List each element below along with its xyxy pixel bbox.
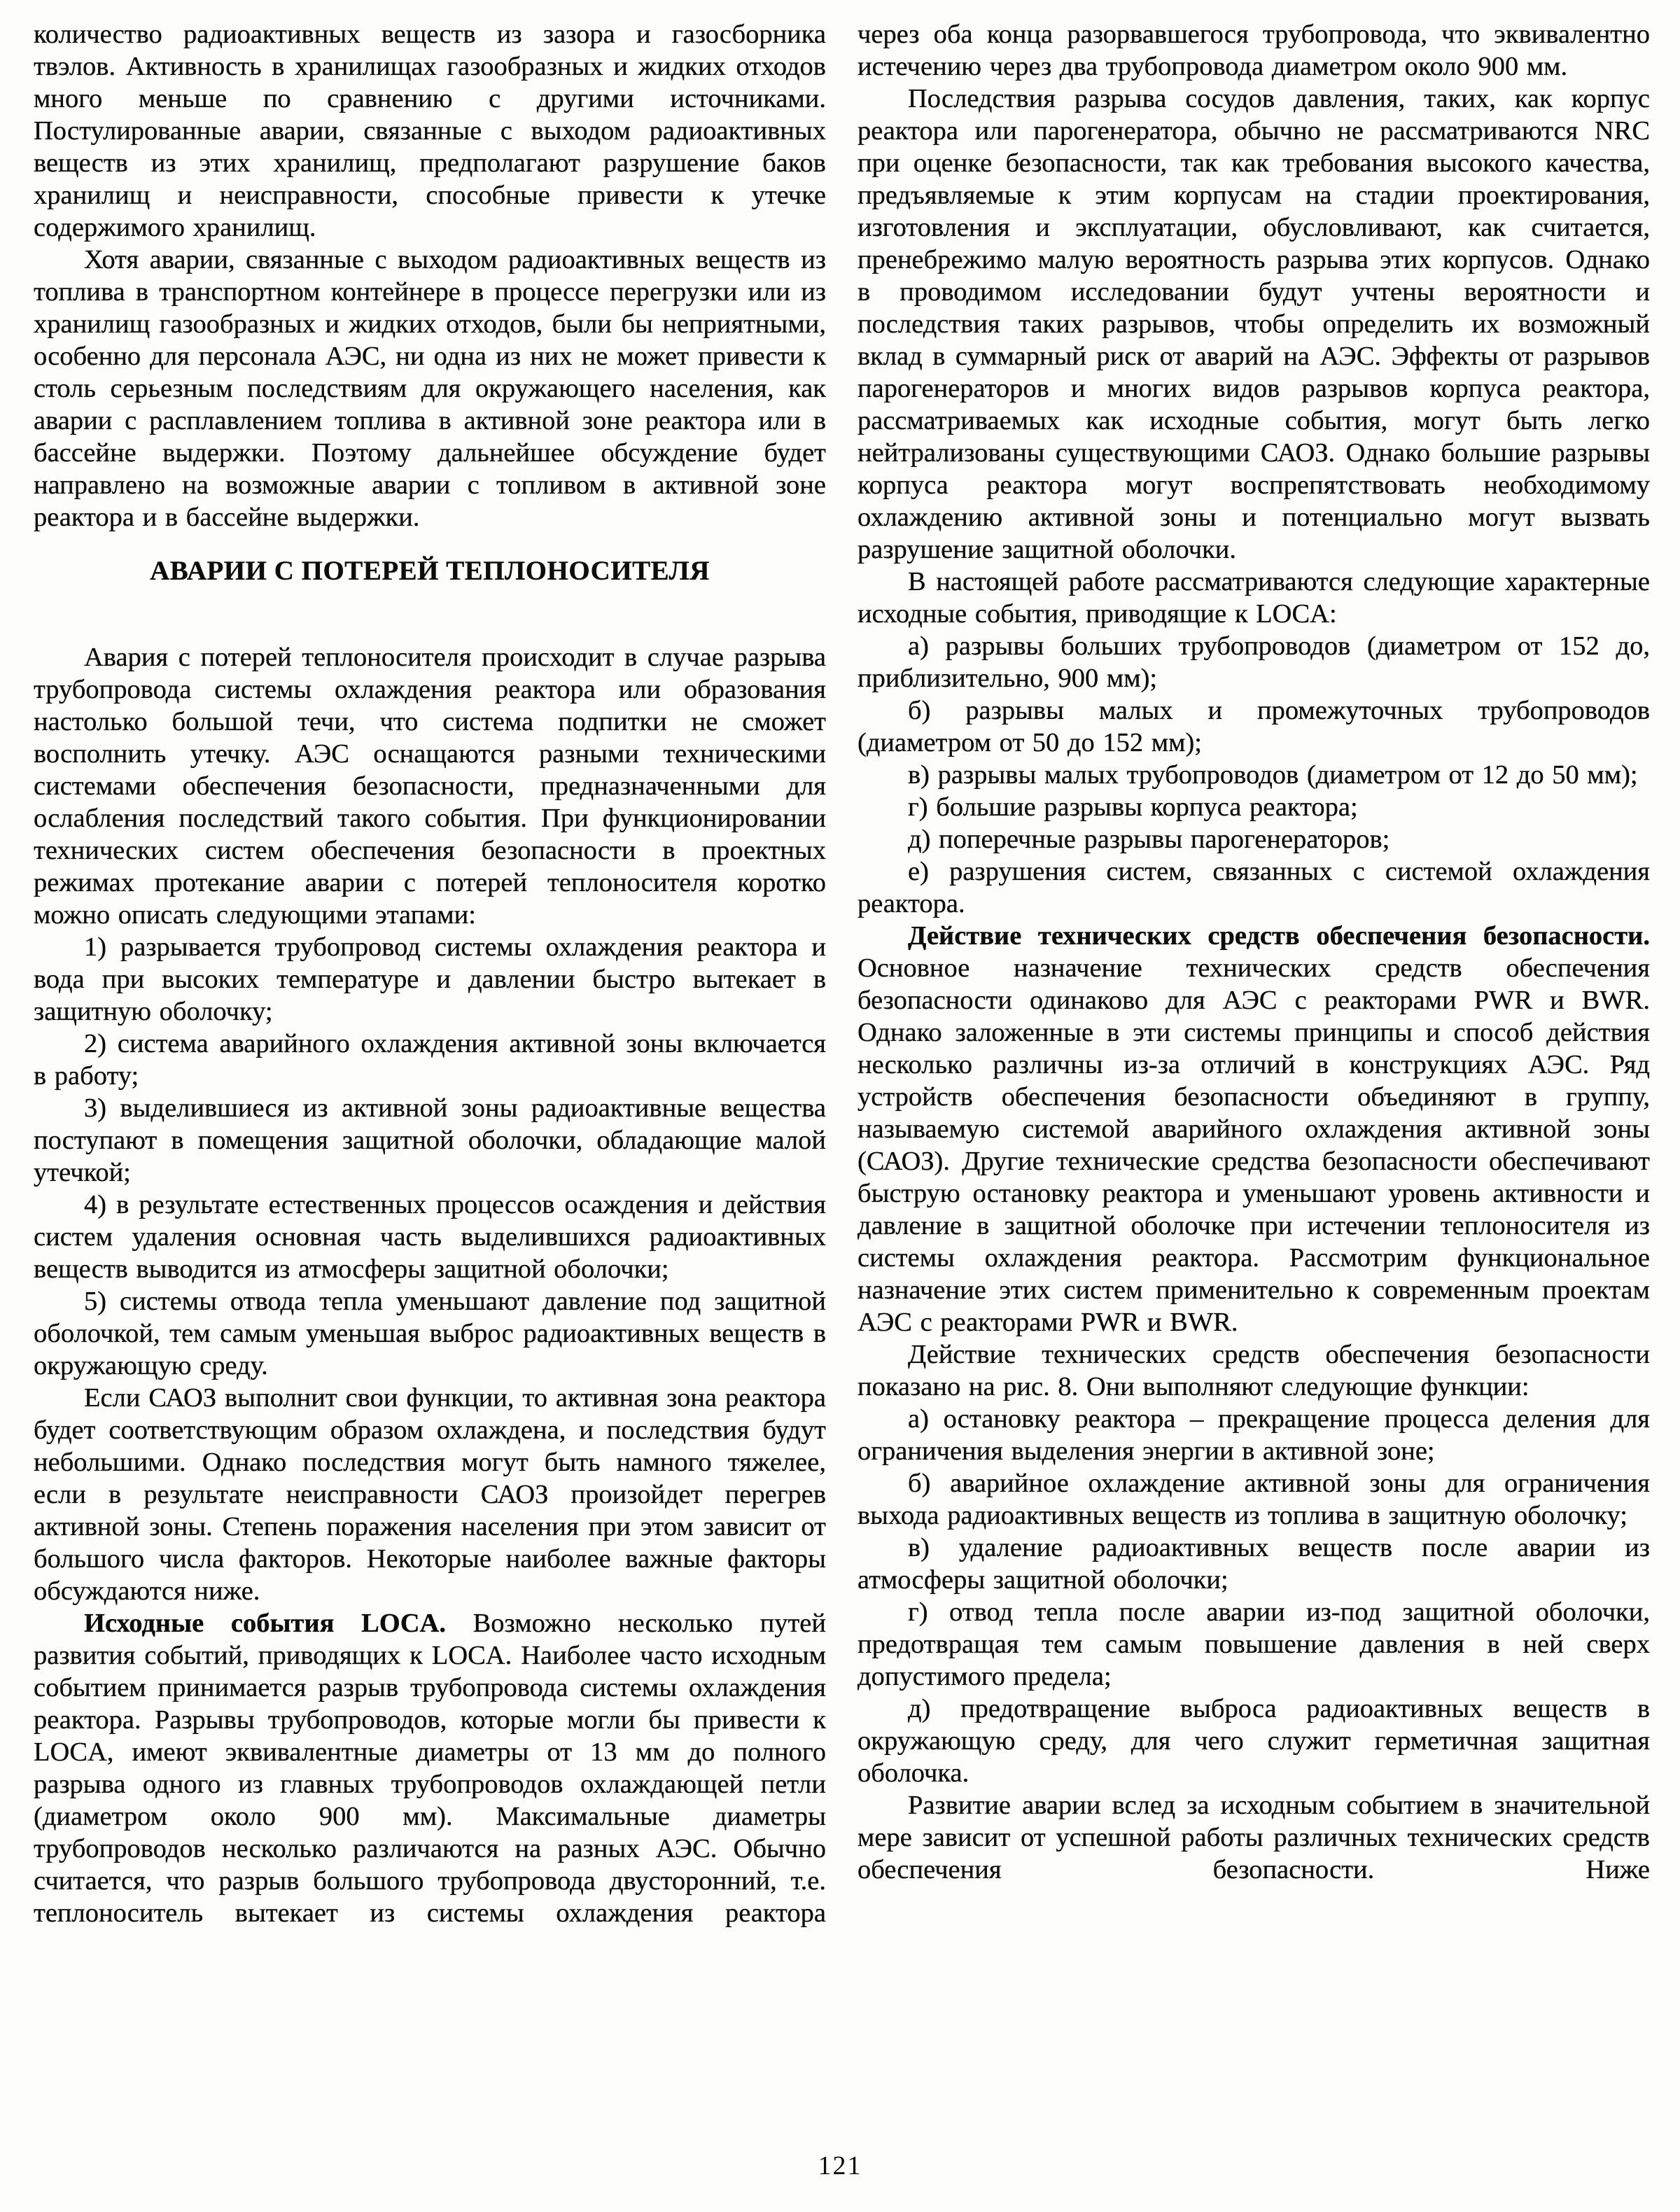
text-columns <box>34 18 1650 1929</box>
paragraph: 3) выделившиеся из активной зоны радиоактивные вещества поступают в помещения защитной оболочки, обладающие малой утечкой; <box>34 1093 826 1187</box>
paragraph: Действие технических средств обеспечения безопасности. Основное назначение технических средств обеспечения безопасности одинаково для АЭС с реакторами PWR и BWR. Однако заложенные в эти системы принципы и способ действия несколько различны из-за отличий в конструкциях АЭС. Ряд устройств обеспечения безопасности объединяют в группу, называемую системой аварийного охлаждения активной зоны (САОЗ). Другие технические средства безопасности обеспечивают быструю остановку реактора и уменьшают уровень активности и давление в защитной оболочке при истечении теплоносителя из системы охлаждения реактора. Рассмотрим функциональное назначение этих систем применительно к современным проектам АЭС с реакторами PWR и BWR. <box>858 921 1650 1337</box>
paragraph: В настоящей работе рассматриваются следующие характерные исходные события, приводящие к LOCA: <box>858 567 1650 629</box>
paragraph: в) разрывы малых трубопроводов (диаметром от 12 до 50 мм); <box>908 760 1638 790</box>
paragraph: Действие технических средств обеспечения безопасности показано на рис. 8. Они выполняют следующие функции: <box>858 1340 1650 1401</box>
paragraph: 4) в результате естественных процессов осаждения и действия систем удаления основная часть выделившихся радиоактивных веществ выводится из атмосферы защитной оболочки; <box>34 1190 826 1284</box>
paragraph-lead: Действие технических средств обеспечения безопасности. <box>908 921 1650 951</box>
paragraph: а) остановку реактора – прекращение процесса деления для ограничения выделения энергии в активной зоне; <box>858 1404 1650 1466</box>
paragraph: Если САОЗ выполнит свои функции, то активная зона реактора будет соответствующим образом охлаждена, и последствия будут небольшими. Однако последствия могут быть намного тяжелее, если в результате неисправности САОЗ произойдет перегрев активной зоны. Степень поражения населения при этом зависит от большого числа факторов. Некоторые наиболее важные факторы обсуждаются ниже. <box>34 1383 826 1606</box>
paragraph: 1) разрывается трубопровод системы охлаждения реактора и вода при высоких температуре и давлении быстро вытекает в защитную оболочку; <box>34 932 826 1026</box>
paragraph: а) разрывы больших трубопроводов (диаметром от 152 до, приблизительно, 900 мм); <box>858 631 1650 693</box>
paragraph: г) отвод тепла после аварии из-под защитной оболочки, предотвращая тем самым повышение давления в ней сверх допустимого предела; <box>858 1597 1650 1691</box>
paragraph: 5) системы отвода тепла уменьшают давление под защитной оболочкой, тем самым уменьшая выброс радиоактивных веществ в окружающую среду. <box>34 1287 826 1380</box>
paragraph: через оба конца разорвавшегося трубопровода, что эквивалентно истечению через два трубопровода диаметром около 900 мм. <box>858 20 1650 81</box>
paragraph: количество радиоактивных веществ из зазора и газосборника твэлов. Активность в хранилищах газообразных и жидких отходов много меньше по сравнению с другими источниками. Постулированные аварии, связанные с выходом радиоактивных веществ из этих хранилищ, предполагают разрушение баков хранилищ и неисправности, способные привести к утечке содержимого хранилищ. <box>34 20 826 242</box>
paragraph: Хотя аварии, связанные с выходом радиоактивных веществ из топлива в транспортном контейнере в процессе перегрузки или из хранилищ газообразных и жидких отходов, были бы неприятными, особенно для персонала АЭС, ни одна из них не может привести к столь серьезным последствиям для окружающего населения, как аварии с расплавлением топлива в активной зоне реактора или в бассейне выдержки. Поэтому дальнейшее обсуждение будет направлено на возможные аварии с топливом в активной зоне реактора и в бассейне выдержки. <box>34 245 826 532</box>
paragraph: Авария с потерей теплоносителя происходит в случае разрыва трубопровода системы охлаждения реактора или образования настолько большой течи, что система подпитки не сможет восполнить утечку. АЭС оснащаются разными техническими системами обеспечения безопасности, предназначенными для ослабления последствий такого события. При функционировании технических систем обеспечения безопасности в проектных режимах протекание аварии с потерей теплоносителя коротко можно описать следующими этапами: <box>34 643 826 930</box>
paragraph: Развитие аварии вслед за исходным событием в значительной мере зависит от успешной работы различных технических средств обеспечения безопасности. Ниже <box>858 1791 1650 1884</box>
section-heading: АВАРИИ С ПОТЕРЕЙ ТЕПЛОНОСИТЕЛЯ <box>150 556 710 586</box>
paragraph: Последствия разрыва сосудов давления, таких, как корпус реактора или парогенератора, обычно не рассматриваются NRC при оценке безопасности, так как требования высокого качества, предъявляемые к этим корпусам на стадии проектирования, изготовления и эксплуатации, обусловливают, как считается, пренебрежимо малую вероятность разрыва этих корпусов. Однако в проводимом исследовании будут учтены вероятности и последствия таких разрывов, чтобы определить их возможный вклад в суммарный риск от аварий на АЭС. Эффекты от разрывов парогенераторов и многих видов разрывов корпуса реактора, рассматриваемых как исходные события, могут быть легко нейтрализованы существующими САОЗ. Однако большие разрывы корпуса реактора могут воспрепятствовать необходимому охлаждению активной зоны и потенциально могут вызвать разрушение защитной оболочки. <box>858 84 1650 564</box>
paragraph: д) предотвращение выброса радиоактивных веществ в окружающую среду, для чего служит герметичная защитная оболочка. <box>858 1694 1650 1788</box>
paragraph: б) разрывы малых и промежуточных трубопроводов (диаметром от 50 до 152 мм); <box>858 696 1650 757</box>
paragraph: Исходные события LOCA. Возможно несколько путей развития событий, приводящих к LOCA. Наиболее часто исходным событием принимается разрыв трубопровода системы охлаждения реактора. Разрывы трубопроводов, которые могли бы привести к LOCA, имеют эквивалентные диаметры от 13 мм до полного разрыва одного из главных трубопроводов охлаждающей петли (диаметром около 900 мм). Максимальные диаметры трубопроводов несколько различаются на разных АЭС. Обычно считается, что разрыв большого трубопровода двусторонний, т.е. теплоноситель вытекает из системы охлаждения реактора <box>34 1609 826 1928</box>
paragraph: г) большие разрывы корпуса реактора; <box>908 792 1358 822</box>
paragraph: е) разрушения систем, связанных с системой охлаждения реактора. <box>858 857 1650 918</box>
left-column <box>34 18 826 1929</box>
paragraph: б) аварийное охлаждение активной зоны для ограничения выхода радиоактивных веществ из топлива в защитную оболочку; <box>858 1469 1650 1530</box>
paragraph: в) удаление радиоактивных веществ после аварии из атмосферы защитной оболочки; <box>858 1533 1650 1595</box>
paragraph: 2) система аварийного охлаждения активной зоны включается в работу; <box>34 1029 826 1091</box>
paragraph-lead: Исходные события LOCA. <box>84 1609 446 1638</box>
right-column <box>858 18 1650 1929</box>
paragraph: д) поперечные разрывы парогенераторов; <box>908 825 1390 854</box>
page-number: 121 <box>818 2151 862 2180</box>
